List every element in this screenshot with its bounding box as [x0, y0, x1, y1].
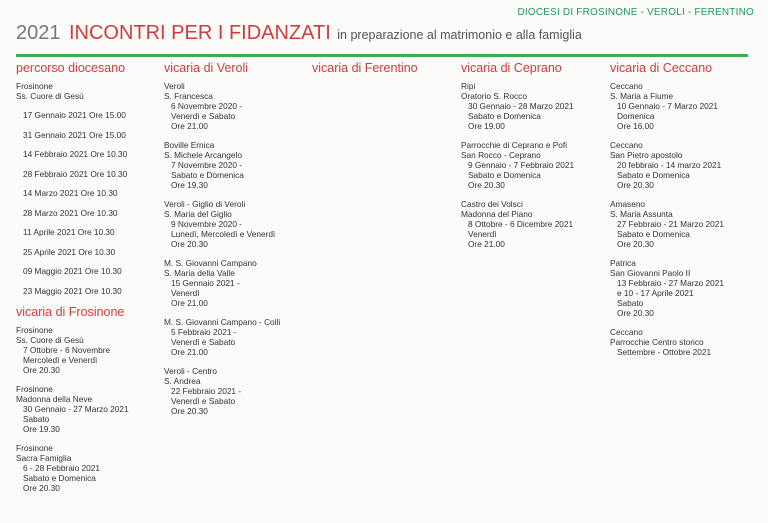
entry-dates: 9 Novembre 2020 - — [171, 219, 243, 229]
column-veroli — [164, 61, 304, 425]
diocesi-label: DIOCESI DI FROSINONE - VEROLI - FERENTINO — [517, 7, 754, 18]
entry-place: Amaseno — [610, 199, 646, 209]
entry-dates: 30 Gennaio - 27 Marzo 2021 — [23, 404, 129, 414]
ceccano-entry — [610, 199, 760, 249]
entry-place: Frosinone — [16, 325, 53, 335]
entry-place: Parrocchie di Ceprano e Pofi — [461, 140, 568, 150]
entry-days: Venerdì — [468, 229, 497, 239]
entry-dates: 5 Febbraio 2021 - — [171, 327, 237, 337]
diocesano-date: 23 Maggio 2021 Ore 10.30 — [23, 285, 122, 296]
entry-time: Ore 21.00 — [171, 347, 208, 357]
entry-church: San Rocco - Ceprano — [461, 150, 541, 160]
entry-days: Venerdì e Sabato — [171, 337, 236, 347]
column-ceccano — [610, 61, 760, 366]
entry-days: Sabato — [23, 414, 50, 424]
entry-line: Sabato e Domenica — [617, 170, 690, 180]
veroli-entry — [164, 258, 304, 308]
ceccano-entry — [610, 327, 760, 357]
entry-days: Mercoledì e Venerdì — [23, 355, 98, 365]
entry-time: Ore 21.00 — [171, 121, 208, 131]
entry-days: Lunedì, Mercoledì e Venerdì — [171, 229, 276, 239]
entry-place: Ceccano — [610, 140, 643, 150]
veroli-entry — [164, 140, 304, 190]
header-divider — [16, 54, 748, 57]
entry-time: Ore 19.30 — [23, 424, 60, 434]
entry-church: S. Michele Arcangelo — [164, 150, 242, 160]
entry-time: Ore 20.30 — [171, 406, 208, 416]
entry-line: Settembre - Ottobre 2021 — [617, 347, 712, 357]
frosinone-entry — [16, 325, 156, 375]
section-heading-ferentino: vicaria di Ferentino — [312, 61, 418, 75]
entry-days: Sabato e Domenica — [468, 170, 541, 180]
entry-church: S. Maria della Valle — [164, 268, 235, 278]
entry-church: Oratorio S. Rocco — [461, 91, 527, 101]
entry-place: Veroli - Centro — [164, 366, 218, 376]
veroli-entry — [164, 317, 304, 357]
entry-church: S. Andrea — [164, 376, 201, 386]
entry-church: S. Maria Assunta — [610, 209, 673, 219]
section-heading-ceccano: vicaria di Ceccano — [610, 61, 713, 75]
section-heading-veroli: vicaria di Veroli — [164, 61, 249, 75]
veroli-entry — [164, 366, 304, 416]
entry-time: Ore 20.30 — [23, 365, 60, 375]
entry-church: San Pietro apostolo — [610, 150, 683, 160]
diocesano-date: 14 Febbraio 2021 Ore 10.30 — [23, 149, 128, 159]
entry-place: Castro dei Volsci — [461, 199, 523, 209]
entry-line: 20 febbraio - 14 marzo 2021 — [617, 160, 722, 170]
entry-line: 27 Febbraio - 21 Marzo 2021 — [617, 219, 725, 229]
diocesano-date: 17 Gennaio 2021 Ore 15.00 — [23, 110, 126, 120]
entry-days: Venerdì e Sabato — [171, 396, 236, 406]
ceccano-entry — [610, 140, 760, 190]
entry-church: Sacra Famiglia — [16, 453, 72, 463]
entry-place: Frosinone — [16, 384, 53, 394]
entry-time: Ore 21.00 — [171, 298, 208, 308]
entry-time: Ore 19.30 — [171, 180, 208, 190]
entry-place: Veroli - Giglio di Veroli — [164, 199, 246, 209]
entry-dates: 6 - 28 Febbraio 2021 — [23, 463, 101, 473]
column-ferentino — [312, 61, 452, 81]
entry-time: Ore 20.30 — [23, 483, 60, 493]
frosinone-entry — [16, 443, 156, 493]
column-diocesano — [16, 61, 156, 502]
ceprano-entry — [461, 140, 601, 190]
entry-dates: 7 Ottobre - 6 Novembre — [23, 345, 111, 355]
entry-dates: 8 Ottobre - 6 Dicembre 2021 — [468, 219, 574, 229]
entry-place: Boville Ernica — [164, 140, 215, 150]
entry-place: Frosinone — [16, 443, 53, 453]
entry-line: Ore 20.30 — [617, 180, 654, 190]
veroli-entry — [164, 199, 304, 249]
entry-place: M. S. Giovanni Campano — [164, 258, 257, 268]
entry-line: Sabato — [617, 298, 644, 308]
entry-church: Madonna del Piano — [461, 209, 533, 219]
entry-line: Ore 16.00 — [617, 121, 654, 131]
entry-church: San Giovanni Paolo II — [610, 268, 691, 278]
entry-time: Ore 19.00 — [468, 121, 505, 131]
entry-place: Patrica — [610, 258, 636, 268]
diocesano-date: 14 Marzo 2021 Ore 10.30 — [23, 188, 118, 198]
diocesano-date: 31 Gennaio 2021 Ore 15.00 — [23, 129, 126, 140]
entry-dates: 22 Febbraio 2021 - — [171, 386, 242, 396]
entry-place: Ceccano — [610, 81, 643, 91]
section-heading-diocesano: percorso diocesano — [16, 61, 126, 75]
entry-church: Parrocchie Centro storico — [610, 337, 704, 347]
ceprano-entry — [461, 199, 601, 249]
entry-church: S. Maria del Giglio — [164, 209, 232, 219]
page-subtitle: in preparazione al matrimonio e alla famiglia — [337, 28, 582, 42]
entry-church: Madonna della Neve — [16, 394, 93, 404]
diocesano-date: 11 Aprile 2021 Ore 10.30 — [23, 227, 115, 237]
entry-church: S. Maria a Fiume — [610, 91, 674, 101]
entry-dates: 30 Gennaio - 28 Marzo 2021 — [468, 101, 574, 111]
entry-line: Ore 20.30 — [617, 308, 654, 318]
entry-days: Venerdì — [171, 288, 200, 298]
entry-days: Sabato e Domenica — [171, 170, 244, 180]
ceccano-entry — [610, 81, 760, 131]
section-heading-ceprano: vicaria di Ceprano — [461, 61, 562, 75]
entry-days: Sabato e Domenica — [468, 111, 541, 121]
entry-line: e 10 - 17 Aprile 2021 — [617, 288, 694, 298]
entry-place: Ceccano — [610, 327, 643, 337]
entry-place: Ripi — [461, 81, 476, 91]
entry-line: Ore 20.30 — [617, 239, 654, 249]
ceccano-entry — [610, 258, 760, 318]
diocesano-date: 09 Maggio 2021 Ore 10.30 — [23, 266, 122, 276]
ceprano-entry — [461, 81, 601, 131]
diocesano-place: Frosinone — [16, 81, 53, 91]
section-heading-frosinone: vicaria di Frosinone — [16, 305, 125, 319]
entry-dates: 6 Novembre 2020 - — [171, 101, 243, 111]
column-ceprano — [461, 61, 601, 258]
page-title: INCONTRI PER I FIDANZATI — [68, 22, 331, 44]
entry-time: Ore 20.30 — [468, 180, 505, 190]
entry-line: Domenica — [617, 111, 655, 121]
entry-line: Sabato e Domenica — [617, 229, 690, 239]
frosinone-entry — [16, 384, 156, 434]
entry-church: S. Francesca — [164, 91, 213, 101]
entry-time: Ore 21.00 — [468, 239, 505, 249]
entry-place: Veroli — [164, 81, 185, 91]
diocesano-date: 25 Aprile 2021 Ore 10.30 — [23, 246, 116, 257]
entry-days: Sabato e Domenica — [23, 473, 96, 483]
entry-days: Venerdì e Sabato — [171, 111, 236, 121]
entry-dates: 15 Gennaio 2021 - — [171, 278, 240, 288]
entry-dates: 9 Gennaio - 7 Febbraio 2021 — [468, 160, 575, 170]
entry-church: Ss. Cuore di Gesù — [16, 335, 84, 345]
entry-line: 10 Gennaio - 7 Marzo 2021 — [617, 101, 719, 111]
veroli-entry — [164, 81, 304, 131]
year: 2021 — [16, 22, 61, 44]
diocesano-date-list — [16, 110, 156, 296]
diocesano-date: 28 Febbraio 2021 Ore 10.30 — [23, 168, 128, 179]
entry-place: M. S. Giovanni Campano - Colli — [164, 317, 281, 327]
diocesano-date: 28 Marzo 2021 Ore 10.30 — [23, 207, 118, 218]
entry-dates: 7 Novembre 2020 - — [171, 160, 243, 170]
entry-line: 13 Febbraio - 27 Marzo 2021 — [617, 278, 725, 288]
diocesano-church: Ss. Cuore di Gesù — [16, 91, 84, 101]
entry-time: Ore 20.30 — [171, 239, 208, 249]
title-row — [16, 22, 582, 45]
